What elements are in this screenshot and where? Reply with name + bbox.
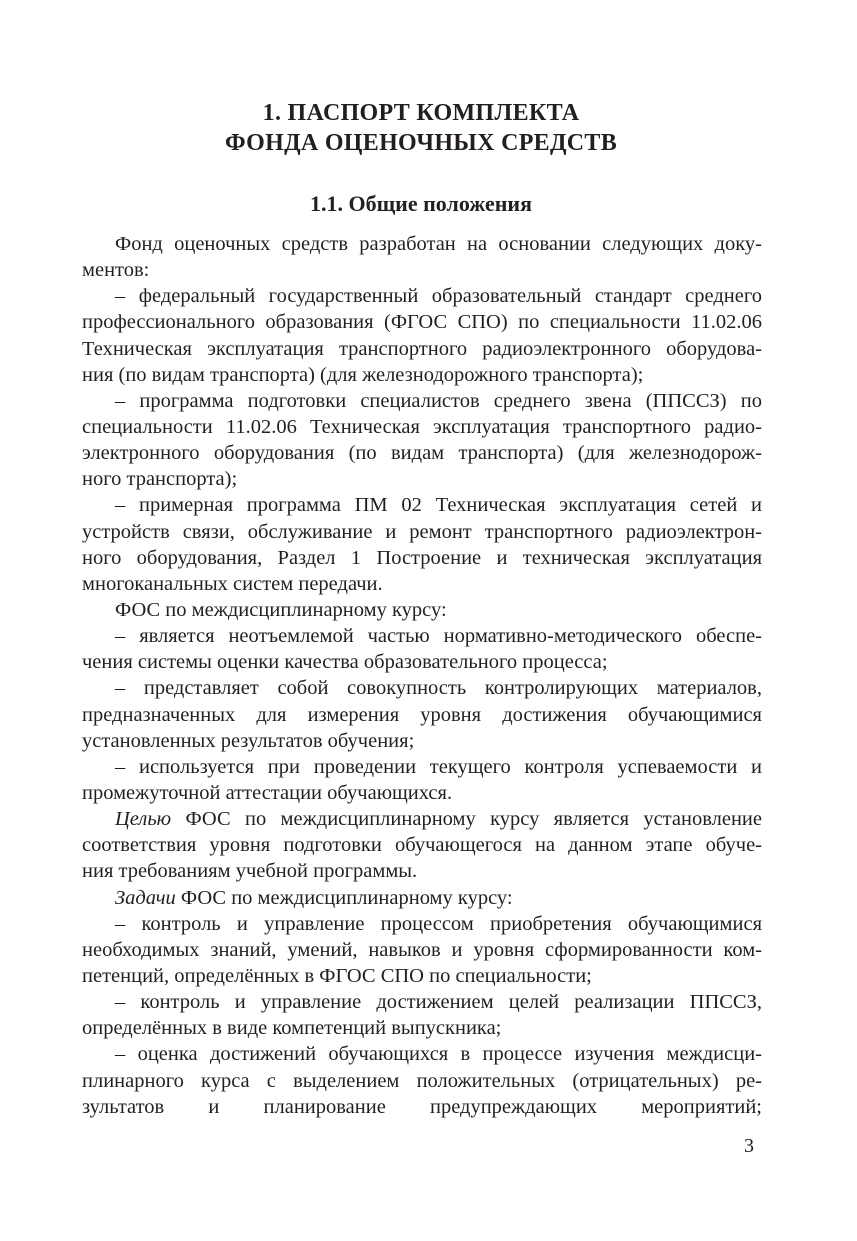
line-text: определённых в виде компетенций выпускника; [82,1017,502,1040]
line-text: устройств связи, обслуживание и ремонт транспортного радиоэлектрон- [82,520,762,543]
line-text: – представляет собой совокупность контролирующих материалов, [115,677,762,700]
italic-term: Задачи [115,886,176,909]
paragraph [82,911,762,989]
section-title: 1. ПАСПОРТ КОМПЛЕКТА [262,100,580,126]
line-text: петенций, определённых в ФГОС СПО по специальности; [82,964,592,987]
text-line [82,858,762,884]
line-text: электронного оборудования (по видам транспорта) (для железнодорож- [82,442,762,465]
line-text: ФОС по междисциплинарному курсу является установление [171,808,762,831]
text-line [82,649,762,675]
paragraph [82,388,762,493]
text-line [82,1068,762,1094]
italic-term: Целью [115,808,172,831]
text-line [82,806,762,832]
line-text: ного оборудования, Раздел 1 Построение и техническая эксплуатация [82,546,762,569]
text-line [82,309,762,335]
paragraph [82,597,762,623]
page-number: 3 [744,1135,754,1157]
text-line [82,336,762,362]
text-line [82,231,762,257]
text-line [82,519,762,545]
line-text: – федеральный государственный образовательный стандарт среднего [115,285,762,308]
line-text: ного транспорта); [82,468,238,491]
text-line [82,702,762,728]
line-text: ния требованиям учебной программы. [82,860,418,883]
paragraph [82,989,762,1041]
line-text: ния (по видам транспорта) (для железнодорожного транспорта); [82,363,644,386]
line-text: специальности 11.02.06 Техническая эксплуатация транспортного радио- [82,415,762,438]
line-text: – используется при проведении текущего контроля успеваемости и [115,755,762,778]
paragraph [82,283,762,388]
line-text: ФОС по междисциплинарному курсу: [115,598,447,621]
section-title-line2: ФОНДА ОЦЕНОЧНЫХ СРЕДСТВ [224,130,618,156]
text-line [82,571,762,597]
text-line [82,780,762,806]
text-line [82,283,762,309]
paragraph [82,754,762,806]
text-line [82,414,762,440]
text-line [82,885,762,911]
line-text: многоканальных систем передачи. [82,572,383,595]
line-text: – программа подготовки специалистов среднего звена (ППССЗ) по [115,389,762,412]
paragraph [82,231,762,283]
paragraph [82,623,762,675]
line-text: профессионального образования (ФГОС СПО) по специальности 11.02.06 [82,311,762,334]
text-line [82,388,762,414]
paragraph [82,806,762,884]
text-line [82,1094,762,1120]
line-text: соответствия уровня подготовки обучающегося на данном этапе обуче- [82,834,762,857]
text-line [82,257,762,283]
line-text: Техническая эксплуатация транспортного радиоэлектронного оборудова- [82,337,762,360]
line-text: установленных результатов обучения; [82,729,415,752]
line-text: ФОС по междисциплинарному курсу: [175,886,513,909]
text-line [82,466,762,492]
paragraph [82,492,762,597]
text-line [82,937,762,963]
text-line [82,754,762,780]
paragraph [82,885,762,911]
text-line [82,545,762,571]
line-text: чения системы оценки качества образовательного процесса; [82,651,608,674]
line-text: плинарного курса с выделением положительных (отрицательных) ре- [82,1069,762,1092]
text-line [82,362,762,388]
body-text [82,231,762,1120]
line-text: ментов: [82,259,150,282]
line-text: промежуточной аттестации обучающихся. [82,781,453,804]
subsection-title: 1.1. Общие положения [310,191,532,216]
paragraph [82,1041,762,1119]
text-line [82,832,762,858]
text-line [82,1015,762,1041]
line-text: зультатов и планирование предупреждающих мероприятий; [82,1095,762,1118]
line-text: Фонд оценочных средств разработан на основании следующих доку- [115,233,762,255]
line-text: – является неотъемлемой частью нормативно-методического обеспе- [115,625,762,648]
text-line [82,675,762,701]
text-line [82,963,762,989]
paragraph [82,675,762,753]
text-line [82,1041,762,1067]
line-text: – оценка достижений обучающихся в процессе изучения междисци- [115,1043,762,1066]
line-text: необходимых знаний, умений, навыков и уровня сформированности ком- [82,938,762,961]
text-line [82,492,762,518]
text-line [82,623,762,649]
line-text: – контроль и управление процессом приобретения обучающимися [115,912,762,935]
line-text: – примерная программа ПМ 02 Техническая эксплуатация сетей и [115,494,762,517]
text-line [82,911,762,937]
line-text: – контроль и управление достижением целей реализации ППССЗ, [115,991,762,1014]
text-line [82,597,762,623]
text-line [82,989,762,1015]
text-line [82,440,762,466]
text-line [82,728,762,754]
line-text: предназначенных для измерения уровня достижения обучающимися [82,703,762,726]
